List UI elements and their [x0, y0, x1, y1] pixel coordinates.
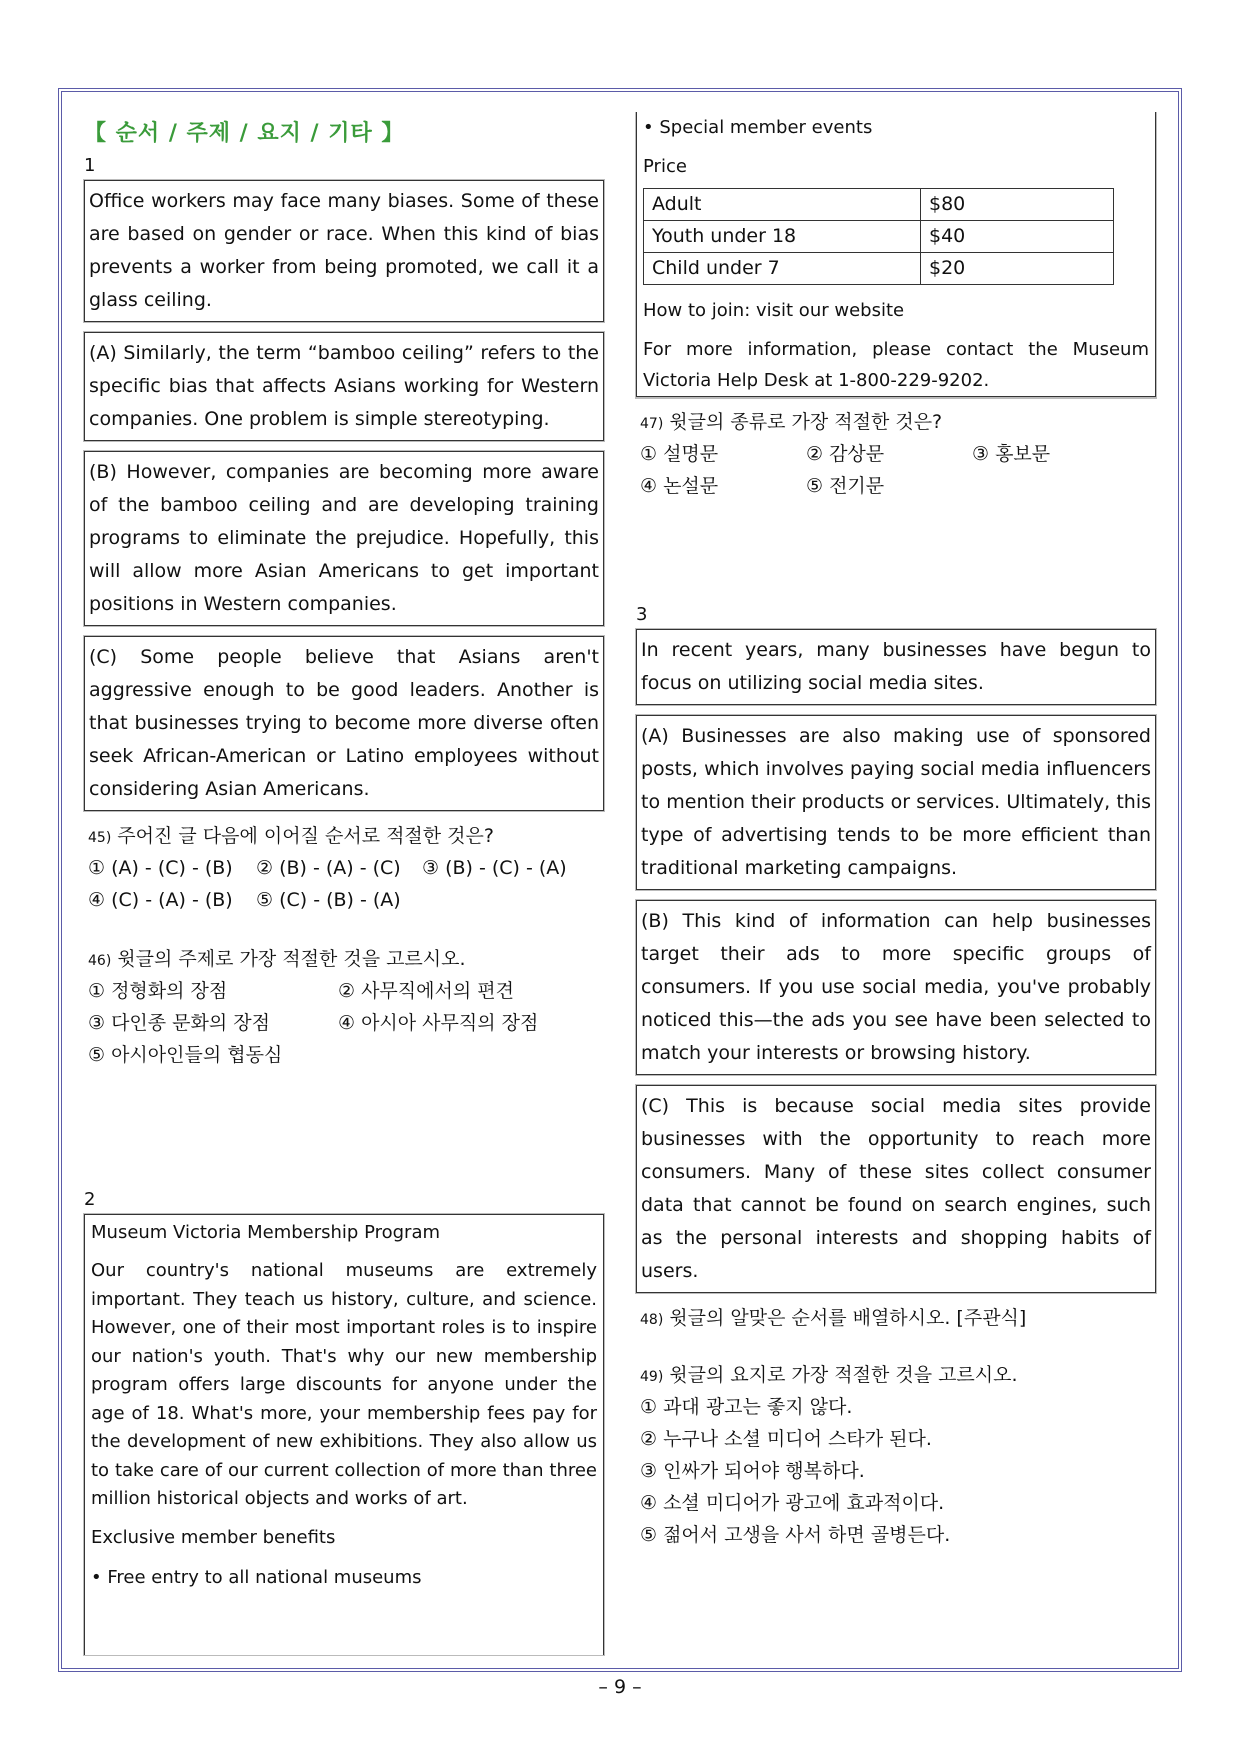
option-45-1[interactable]: ① (A) - (C) - (B) — [88, 857, 233, 879]
option-46-4[interactable]: ④ 아시아 사무직의 장점 — [338, 1012, 539, 1034]
q2-benefit-1: • Free entry to all national museums — [91, 1566, 422, 1588]
option-45-2[interactable]: ② (B) - (A) - (C) — [256, 857, 401, 879]
q3-paragraph-a: (A) Businesses are also making use of sponsored posts, which involves paying social media influencers to mention their products or services. Ultimately, this type of advertising tends to be more efficient than traditional marketing campaigns. — [636, 715, 1156, 890]
q2-join: How to join: visit our website — [643, 300, 905, 321]
question-46-options — [88, 975, 604, 1071]
q2-notice-right — [636, 112, 1156, 397]
option-47-2[interactable]: ② 감상문 — [806, 443, 885, 465]
option-49-1[interactable]: ① 과대 광고는 좋지 않다. — [640, 1396, 853, 1418]
q3-paragraph-c: (C) This is because social media sites provide businesses with the opportunity to reach more consumers. Many of these sites collect consumer data that cannot be found on search engines, such as the personal interests and shopping habits of users. — [636, 1085, 1156, 1293]
question-1-number: 1 — [84, 155, 96, 176]
q2-benefits-label: Exclusive member benefits — [91, 1526, 336, 1548]
q2-benefit-2: • Special member events — [643, 117, 873, 138]
question-49: 49) 윗글의 요지로 가장 적절한 것을 고르시오. — [640, 1364, 1018, 1386]
option-45-3[interactable]: ③ (B) - (C) - (A) — [422, 857, 567, 879]
option-49-4[interactable]: ④ 소셜 미디어가 광고에 효과적이다. — [640, 1492, 945, 1514]
question-48: 48) 윗글의 알맞은 순서를 배열하시오. [주관식] — [640, 1307, 1027, 1329]
table-row: Adult $80 — [644, 189, 1114, 221]
option-49-3[interactable]: ③ 인싸가 되어야 행복하다. — [640, 1460, 865, 1482]
question-49-options — [640, 1391, 1156, 1551]
option-46-3[interactable]: ③ 다인종 문화의 장점 — [88, 1012, 270, 1034]
option-49-5[interactable]: ⑤ 젊어서 고생을 사서 하면 골병든다. — [640, 1524, 951, 1546]
option-47-1[interactable]: ① 설명문 — [640, 443, 719, 465]
q2-body: Our country's national museums are extremely important. They teach us history, culture, and science. However, one of their most important roles is to inspire our nation's youth. That's why our new membership program offers large discounts for anyone under the age of 18. What's more, your membership fees pay for the development of new exhibitions. They also allow us to take care of our current collection of more than three million historical objects and works of art. — [91, 1260, 597, 1509]
left-column — [84, 112, 604, 1655]
option-49-2[interactable]: ② 누구나 소셜 미디어 스타가 된다. — [640, 1428, 932, 1450]
price-table — [643, 188, 1114, 285]
option-46-2[interactable]: ② 사무직에서의 편견 — [338, 980, 514, 1002]
q1-paragraph-b: (B) However, companies are becoming more aware of the bamboo ceiling and are developing training programs to eliminate the prejudice. Hopefully, this will allow more Asian Americans to get important positions in Western companies. — [84, 451, 604, 626]
q3-paragraph-b: (B) This kind of information can help businesses target their ads to more specific groups of consumers. If you use social media, you've probably noticed this—the ads you see have been selected to match your interests or browsing history. — [636, 900, 1156, 1075]
question-45: 45) 주어진 글 다음에 이어질 순서로 적절한 것은? — [88, 825, 494, 847]
option-45-5[interactable]: ⑤ (C) - (B) - (A) — [256, 889, 401, 911]
question-47: 47) 윗글의 종류로 가장 적절한 것은? — [640, 411, 943, 433]
option-47-4[interactable]: ④ 논설문 — [640, 475, 719, 497]
option-45-4[interactable]: ④ (C) - (A) - (B) — [88, 889, 233, 911]
q3-intro-box: In recent years, many businesses have begun to focus on utilizing social media sites. — [636, 629, 1156, 705]
page-number: – 9 – — [598, 1676, 642, 1698]
q2-title: Museum Victoria Membership Program — [91, 1222, 441, 1243]
right-column — [636, 112, 1156, 1551]
question-3-number: 3 — [636, 604, 648, 625]
option-47-3[interactable]: ③ 홍보문 — [972, 443, 1051, 465]
q2-contact: For more information, please contact the Museum Victoria Help Desk at 1-800-229-9202. — [643, 339, 1149, 391]
question-2-number: 2 — [84, 1189, 96, 1210]
question-45-options — [88, 852, 604, 916]
option-46-5[interactable]: ⑤ 아시아인들의 협동심 — [88, 1044, 283, 1066]
table-row: Youth under 18 $40 — [644, 221, 1114, 253]
q2-notice-left — [84, 1214, 604, 1655]
option-46-1[interactable]: ① 정형화의 장점 — [88, 980, 228, 1002]
q2-price-label: Price — [643, 156, 687, 177]
q1-paragraph-a: (A) Similarly, the term “bamboo ceiling” refers to the specific bias that affects Asians working for Western companies. One problem is simple stereotyping. — [84, 332, 604, 441]
option-47-5[interactable]: ⑤ 전기문 — [806, 475, 885, 497]
q1-intro-box: Office workers may face many biases. Some of these are based on gender or race. When this kind of bias prevents a worker from being promoted, we call it a glass ceiling. — [84, 180, 604, 322]
question-47-options — [640, 438, 1156, 502]
section-title: 【 순서 / 주제 / 요지 / 기타 】 — [84, 121, 405, 146]
table-row: Child under 7 $20 — [644, 253, 1114, 285]
q1-paragraph-c: (C) Some people believe that Asians aren't aggressive enough to be good leaders. Another is that businesses trying to become more diverse often seek African-American or Latino employees without considering Asian Americans. — [84, 636, 604, 811]
question-46: 46) 윗글의 주제로 가장 적절한 것을 고르시오. — [88, 948, 466, 970]
